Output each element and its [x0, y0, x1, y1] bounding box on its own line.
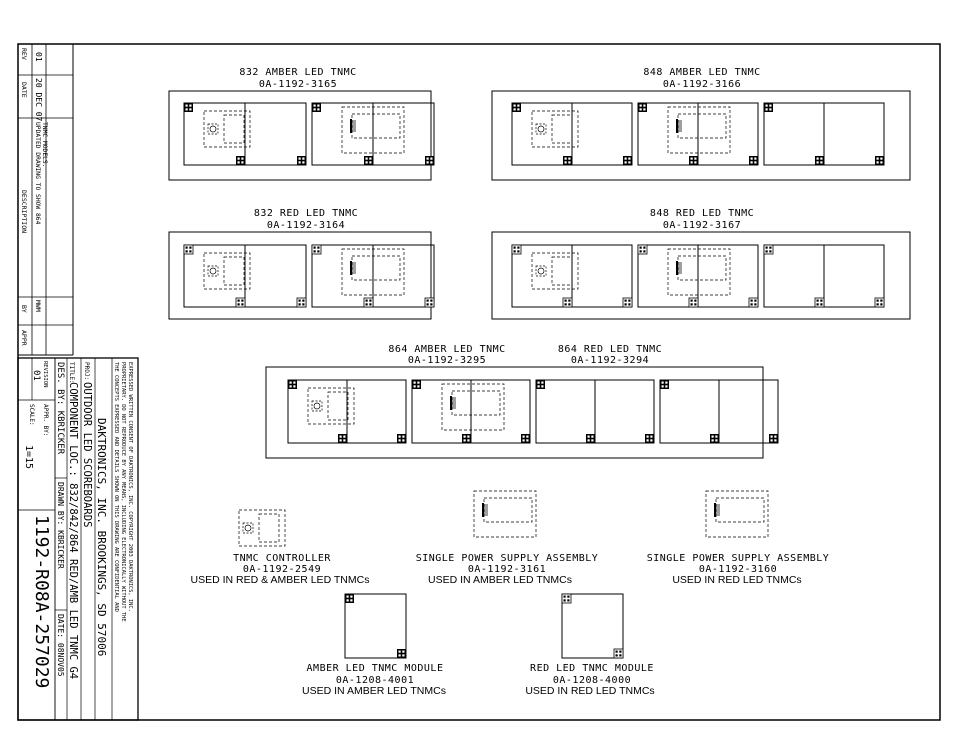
red-psu-usage: USED IN RED LED TNMCs: [672, 574, 802, 586]
drawing-title: COMPONENT LOC.: 832/842/864 RED/AMB LED TNMC G4: [67, 382, 79, 680]
red-848-part: 0A-1192-3167: [662, 220, 742, 231]
amber-832-assembly: [169, 91, 434, 180]
amber-832-part: 0A-1192-3165: [258, 79, 338, 90]
rev-value: 01: [34, 52, 43, 62]
amber-module-part: 0A-1208-4001: [335, 675, 415, 686]
scale-value: 1=15: [23, 445, 34, 470]
red-848-name: 848 RED LED TNMC: [649, 208, 755, 219]
red-832-part: 0A-1192-3164: [266, 220, 346, 231]
proj-label: PROJ:: [83, 362, 90, 381]
red-832-assembly: [169, 232, 434, 319]
amber-psu-part: 0A-1192-3161: [467, 564, 547, 575]
description-line-1: UPDATED DRAWING TO SHOW 864: [34, 122, 41, 225]
component-labels: [191, 553, 830, 697]
amber-864-part: 0A-1192-3295: [407, 355, 487, 366]
amber-psu-usage: USED IN AMBER LED TNMCs: [428, 574, 572, 586]
revision-value: 01: [31, 370, 41, 381]
appr-by-label: APPR. BY:: [42, 404, 49, 437]
sheet-border: [18, 44, 940, 720]
amber-module-name: AMBER LED TNMC MODULE: [306, 663, 444, 674]
red-module-name: RED LED TNMC MODULE: [530, 663, 654, 674]
amber-psu-name: SINGLE POWER SUPPLY ASSEMBLY: [415, 553, 599, 564]
red-848-assembly: [492, 232, 910, 319]
tnmc-controller-drawing: [239, 510, 285, 546]
drawing-date: DATE: 08NOV05: [56, 614, 65, 677]
revision-table: [18, 44, 73, 355]
by-value: MWM: [34, 300, 42, 312]
red-module-part: 0A-1208-4000: [552, 675, 632, 686]
red-module-drawing: [562, 594, 623, 658]
drawing-number: 1192-R08A-257029: [31, 515, 52, 689]
project-name: OUTDOOR LED SCOREBOARDS: [81, 382, 93, 528]
amber-832-name: 832 AMBER LED TNMC: [239, 67, 357, 78]
scale-label: SCALE:: [28, 404, 35, 426]
amber-848-name: 848 AMBER LED TNMC: [643, 67, 761, 78]
controller-part: 0A-1192-2549: [242, 564, 322, 575]
tnmc-864-assembly: [266, 367, 778, 458]
amber-848-assembly: [492, 91, 910, 180]
company-name: DAKTRONICS, INC. BROOKINGS, SD 57006: [95, 418, 108, 657]
amber-module-usage: USED IN AMBER LED TNMCs: [302, 685, 446, 697]
title-block: [18, 358, 138, 720]
appr-header: APPR: [20, 330, 28, 346]
amber-module-drawing: [345, 594, 406, 658]
date-header: DATE: [20, 82, 28, 98]
amber-848-part: 0A-1192-3166: [662, 79, 742, 90]
date-value: 20 DEC 07: [34, 78, 43, 122]
red-psu-name: SINGLE POWER SUPPLY ASSEMBLY: [646, 553, 830, 564]
controller-usage: USED IN RED & AMBER LED TNMCs: [190, 574, 370, 586]
revision-label: REVISION: [42, 361, 48, 388]
description-line-2: TNMC MODELS.: [41, 122, 48, 168]
rev-header: REV: [20, 48, 28, 60]
title-label: TITLE:: [68, 362, 75, 384]
red-psu-drawing: [706, 491, 768, 537]
red-864-name: 864 RED LED TNMC: [557, 344, 663, 355]
by-header: BY: [20, 305, 28, 313]
confidential-line-2: PROPRIETARY. DO NOT REPRODUCE BY ANY MEANS, INCLUDING ELECTRONICALLY WITHOUT THE: [120, 362, 126, 622]
confidential-line-3: EXPRESSED WRITTEN CONSENT OF DAKTRONICS, INC. COPYRIGHT 2003 DAKTRONICS, INC.: [127, 362, 133, 612]
description-header: DESCRIPTION: [20, 190, 28, 234]
designed-by: DES. BY: KBRICKER: [55, 362, 65, 455]
red-module-usage: USED IN RED LED TNMCs: [525, 685, 655, 697]
drawn-by: DRAWN BY: KBRICKER: [56, 482, 65, 569]
red-864-part: 0A-1192-3294: [570, 355, 650, 366]
red-psu-part: 0A-1192-3160: [698, 564, 778, 575]
red-832-name: 832 RED LED TNMC: [253, 208, 359, 219]
amber-psu-drawing: [474, 491, 536, 537]
confidential-line-1: THE CONCEPTS EXPRESSED AND DETAILS SHOWN ON THIS DRAWING ARE CONFIDENTIAL AND: [113, 362, 119, 612]
controller-name: TNMC CONTROLLER: [233, 553, 331, 564]
amber-864-name: 864 AMBER LED TNMC: [388, 344, 506, 355]
assembly-drawings: [169, 91, 910, 458]
